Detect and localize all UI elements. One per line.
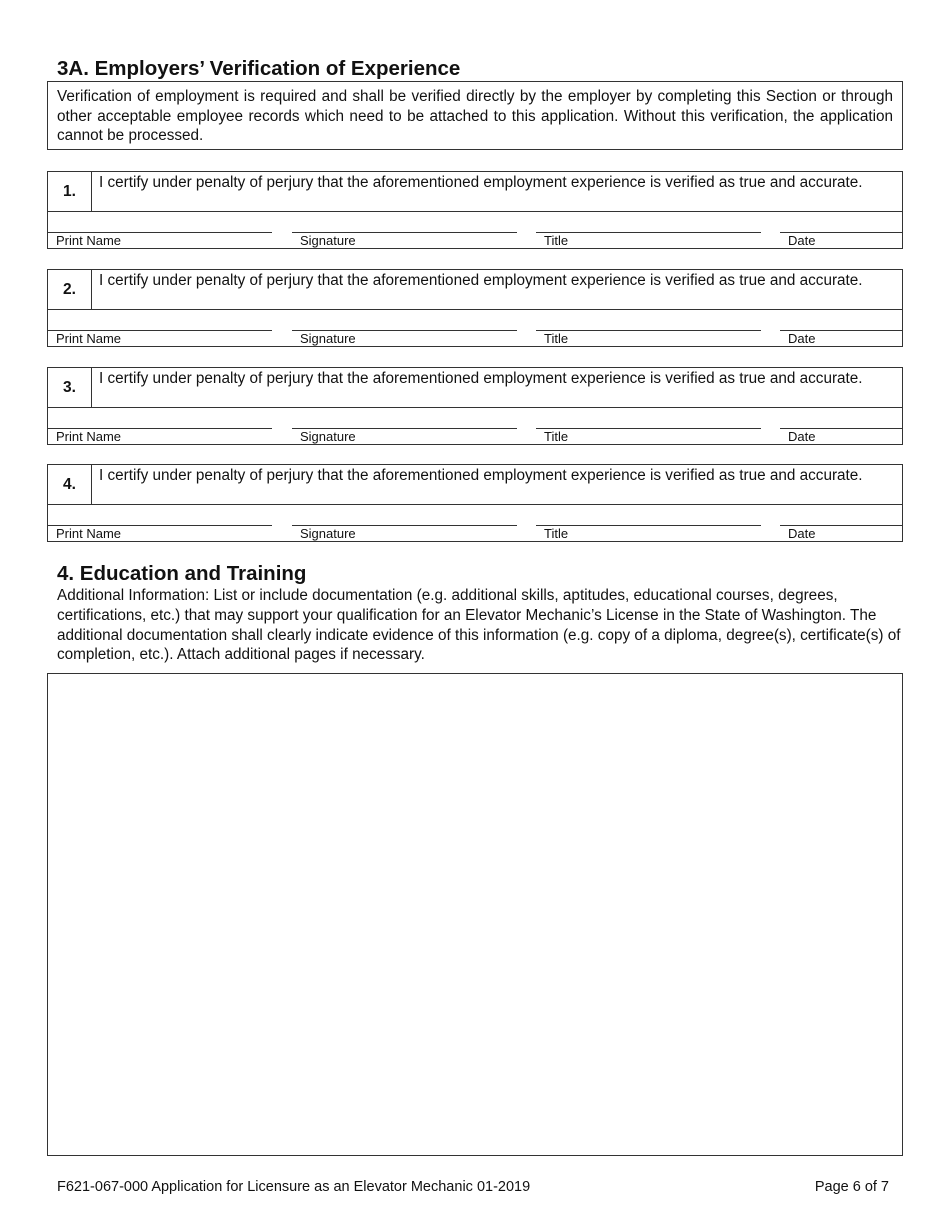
education-description: Additional Information: List or include documentation (e.g. additional skills, aptitudes, educational courses, degrees, certifications, etc.) that may support your qualification for an Elevator Mechanic’s License in the State of Washington. The additional documentation shall clearly indicate evidence of this information (e.g. copy of a diploma, degree(s), certificate(s) of completion, etc.). Attach additional pages if necessary. — [57, 587, 901, 664]
certification-number: 1. — [48, 172, 92, 211]
certification-block-3 — [47, 367, 903, 445]
signature-row — [47, 504, 903, 542]
certification-statement-row — [47, 367, 903, 408]
signature-row — [47, 407, 903, 445]
certification-statement-row — [47, 464, 903, 505]
print-name-field[interactable]: Print Name — [48, 232, 272, 248]
title-field[interactable]: Title — [536, 232, 761, 248]
section-3a-title: 3A. Employers’ Verification of Experience — [57, 57, 461, 80]
title-field[interactable]: Title — [536, 330, 761, 346]
certification-statement-row — [47, 269, 903, 310]
print-name-field[interactable]: Print Name — [48, 428, 272, 444]
certification-block-4 — [47, 464, 903, 542]
certification-statement: I certify under penalty of perjury that the aforementioned employment experience is verified as true and accurate. — [99, 174, 863, 191]
title-field[interactable]: Title — [536, 525, 761, 541]
date-field[interactable]: Date — [780, 330, 902, 346]
section-4-title: 4. Education and Training — [57, 562, 307, 585]
certification-statement: I certify under penalty of perjury that the aforementioned employment experience is verified as true and accurate. — [99, 370, 863, 387]
certification-statement-row — [47, 171, 903, 212]
certification-statement: I certify under penalty of perjury that the aforementioned employment experience is verified as true and accurate. — [99, 272, 863, 289]
date-field[interactable]: Date — [780, 428, 902, 444]
signature-field[interactable]: Signature — [292, 525, 517, 541]
signature-field[interactable]: Signature — [292, 232, 517, 248]
print-name-field[interactable]: Print Name — [48, 330, 272, 346]
form-id-footer: F621-067-000 Application for Licensure as an Elevator Mechanic 01-2019 — [57, 1179, 531, 1195]
certification-block-2 — [47, 269, 903, 347]
certification-number: 2. — [48, 270, 92, 309]
certification-block-1 — [47, 171, 903, 249]
page-number: Page 6 of 7 — [814, 1179, 889, 1195]
date-field[interactable]: Date — [780, 525, 902, 541]
certification-number: 4. — [48, 465, 92, 504]
verification-intro-box: Verification of employment is required and shall be verified directly by the employer by completing this Section or through other acceptable employee records which need to be attached to this application. Without this verification, the application cannot be processed. — [47, 81, 903, 150]
date-field[interactable]: Date — [780, 232, 902, 248]
education-info-textarea[interactable] — [47, 673, 903, 1156]
signature-field[interactable]: Signature — [292, 428, 517, 444]
signature-field[interactable]: Signature — [292, 330, 517, 346]
print-name-field[interactable]: Print Name — [48, 525, 272, 541]
signature-row — [47, 211, 903, 249]
title-field[interactable]: Title — [536, 428, 761, 444]
certification-statement: I certify under penalty of perjury that the aforementioned employment experience is verified as true and accurate. — [99, 467, 863, 484]
signature-row — [47, 309, 903, 347]
certification-number: 3. — [48, 368, 92, 407]
